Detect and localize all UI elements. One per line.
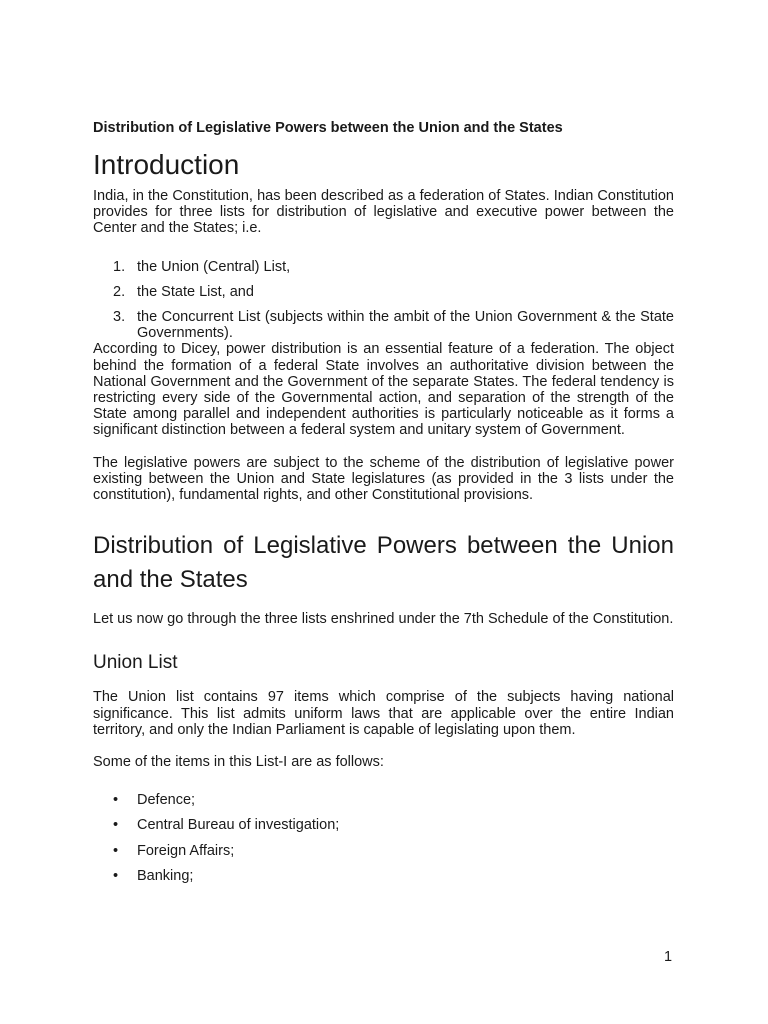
distribution-paragraph: Let us now go through the three lists enshrined under the 7th Schedule of the Constitution.: [93, 611, 674, 628]
list-item-text: Foreign Affairs;: [137, 842, 235, 859]
distribution-heading: Distribution of Legislative Powers between the Union and the States: [93, 532, 674, 594]
document-page: [93, 119, 674, 884]
list-item-text: Banking;: [137, 867, 194, 884]
union-list-heading: Union List: [93, 652, 178, 674]
list-item-text: the State List, and: [137, 283, 254, 300]
list-item: [93, 792, 674, 808]
list-item-text: the Concurrent List (subjects within the ambit of the Union Government & the State Governments).: [137, 309, 674, 342]
intro-paragraph-1: India, in the Constitution, has been described as a federation of States. Indian Constitution provides for three lists for distribution of legislative and executive power between the Center and the States; i.e.: [93, 188, 674, 237]
document-title: Distribution of Legislative Powers between the Union and the States: [93, 120, 563, 136]
bullet-icon: •: [113, 817, 119, 834]
list-number: 2.: [113, 283, 126, 300]
union-list-paragraph-1: The Union list contains 97 items which comprise of the subjects having national significance. This list admits uniform laws that are applicable over the entire Indian territory, and only the Indian Parliament is capable of legislating upon them.: [93, 689, 674, 738]
list-item: [93, 868, 674, 884]
list-item: [93, 309, 674, 341]
intro-paragraph-3: The legislative powers are subject to the scheme of the distribution of legislative power existing between the Union and State legislatures (as provided in the 3 lists under the constitution), fundamental rights, and other Constitutional provisions.: [93, 454, 674, 504]
list-item-text: the Union (Central) List,: [137, 258, 291, 275]
intro-paragraph-2: According to Dicey, power distribution is an essential feature of a federation. The object behind the formation of a federal State involves an authoritative division between the National Government and the Government of the separate States. The federal tendency is restricting every side of the Governmental action, and separation of the strength of the State among parallel and independent authorities is particularly noticeable as it forms a significant distinction between a federal system and unitary system of Government.: [93, 341, 674, 439]
list-item-text: Defence;: [137, 792, 196, 809]
union-list-paragraph-2: Some of the items in this List-I are as follows:: [93, 754, 384, 771]
union-list-items: [93, 792, 674, 884]
page-number: 1: [664, 949, 673, 965]
list-item: [93, 843, 674, 859]
list-item: [93, 817, 674, 833]
lists-numbered-list: [93, 259, 674, 342]
bullet-icon: •: [113, 842, 119, 859]
list-item: [93, 259, 674, 275]
list-number: 3.: [113, 309, 126, 326]
list-item-text: Central Bureau of investigation;: [137, 817, 340, 834]
introduction-heading: Introduction: [93, 149, 240, 180]
bullet-icon: •: [113, 792, 119, 809]
list-item: [93, 284, 674, 300]
list-number: 1.: [113, 258, 126, 275]
bullet-icon: •: [113, 867, 119, 884]
